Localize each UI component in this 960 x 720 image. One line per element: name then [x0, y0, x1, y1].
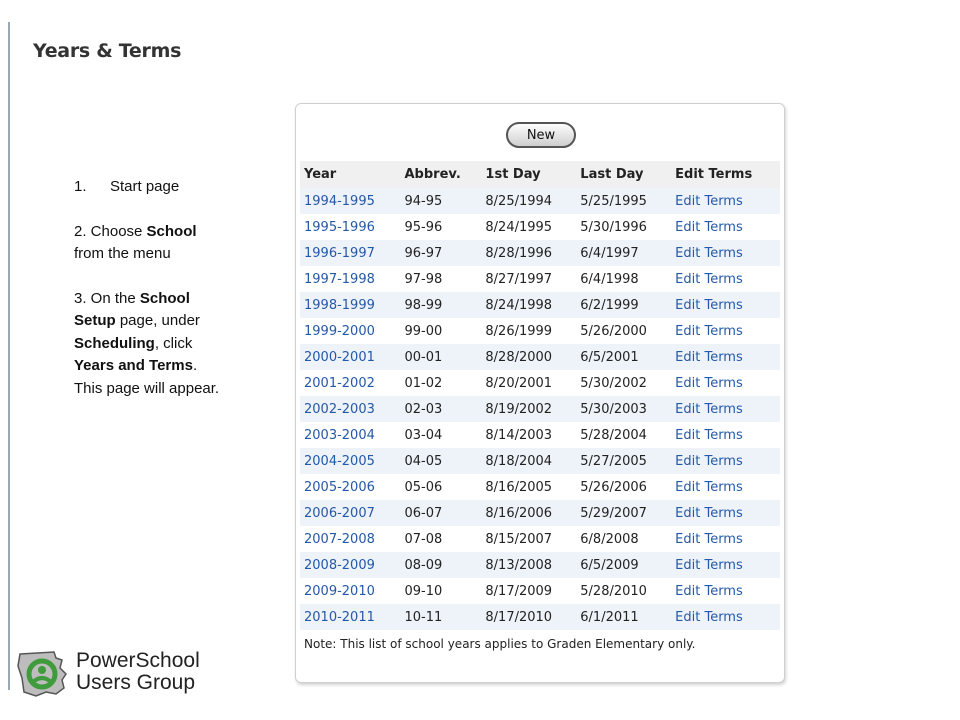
year-link[interactable]: 2003-2004	[300, 422, 401, 448]
first-day-cell: 8/19/2002	[481, 396, 576, 422]
first-day-cell: 8/16/2005	[481, 474, 576, 500]
table-body	[300, 188, 780, 630]
edit-terms-link[interactable]: Edit Terms	[671, 370, 780, 396]
table-row	[300, 500, 780, 526]
header-last-day: Last Day	[576, 161, 671, 188]
years-terms-panel	[295, 103, 785, 683]
year-link[interactable]: 2005-2006	[300, 474, 401, 500]
last-day-cell: 5/28/2004	[576, 422, 671, 448]
first-day-cell: 8/28/1996	[481, 240, 576, 266]
abbrev-cell: 97-98	[401, 266, 482, 292]
last-day-cell: 6/5/2001	[576, 344, 671, 370]
year-link[interactable]: 1994-1995	[300, 188, 401, 214]
new-button[interactable]: New	[506, 122, 576, 148]
table-row	[300, 578, 780, 604]
edit-terms-link[interactable]: Edit Terms	[671, 318, 780, 344]
edit-terms-link[interactable]: Edit Terms	[671, 344, 780, 370]
last-day-cell: 5/27/2005	[576, 448, 671, 474]
edit-terms-link[interactable]: Edit Terms	[671, 188, 780, 214]
abbrev-cell: 00-01	[401, 344, 482, 370]
first-day-cell: 8/15/2007	[481, 526, 576, 552]
table-row	[300, 474, 780, 500]
table-row	[300, 292, 780, 318]
first-day-cell: 8/25/1994	[481, 188, 576, 214]
last-day-cell: 6/5/2009	[576, 552, 671, 578]
logo-text	[76, 650, 200, 694]
last-day-cell: 5/30/2002	[576, 370, 671, 396]
step-2-post: from the menu	[74, 245, 171, 262]
table-row	[300, 188, 780, 214]
year-link[interactable]: 2004-2005	[300, 448, 401, 474]
table-row	[300, 422, 780, 448]
instructions	[74, 176, 224, 422]
first-day-cell: 8/14/2003	[481, 422, 576, 448]
abbrev-cell: 03-04	[401, 422, 482, 448]
instruction-step-2	[74, 221, 224, 266]
step-2-bold: School	[146, 222, 197, 240]
first-day-cell: 8/20/2001	[481, 370, 576, 396]
table-row	[300, 552, 780, 578]
years-table	[300, 161, 780, 630]
year-link[interactable]: 1998-1999	[300, 292, 401, 318]
year-link[interactable]: 1996-1997	[300, 240, 401, 266]
first-day-cell: 8/16/2006	[481, 500, 576, 526]
year-link[interactable]: 1999-2000	[300, 318, 401, 344]
left-divider	[8, 22, 10, 690]
header-year: Year	[300, 161, 401, 188]
first-day-cell: 8/17/2010	[481, 604, 576, 630]
last-day-cell: 6/4/1997	[576, 240, 671, 266]
edit-terms-link[interactable]: Edit Terms	[671, 214, 780, 240]
step-1-number: 1.	[74, 178, 87, 195]
edit-terms-link[interactable]: Edit Terms	[671, 526, 780, 552]
step-2-pre: 2. Choose	[74, 222, 147, 240]
first-day-cell: 8/28/2000	[481, 344, 576, 370]
table-row	[300, 526, 780, 552]
step-3-post: . This page will appear.	[74, 357, 220, 397]
table-row	[300, 318, 780, 344]
table-note: Note: This list of school years applies to Graden Elementary only.	[304, 637, 696, 651]
table-row	[300, 266, 780, 292]
edit-terms-link[interactable]: Edit Terms	[671, 240, 780, 266]
year-link[interactable]: 2001-2002	[300, 370, 401, 396]
edit-terms-link[interactable]: Edit Terms	[671, 396, 780, 422]
edit-terms-link[interactable]: Edit Terms	[671, 448, 780, 474]
edit-terms-link[interactable]: Edit Terms	[671, 292, 780, 318]
header-first-day: 1st Day	[481, 161, 576, 188]
header-edit-terms: Edit Terms	[671, 161, 780, 188]
step-3-bold-school-setup: School Setup	[74, 289, 190, 329]
last-day-cell: 6/1/2011	[576, 604, 671, 630]
table-row	[300, 344, 780, 370]
table-row	[300, 604, 780, 630]
abbrev-cell: 06-07	[401, 500, 482, 526]
instruction-step-3	[74, 288, 224, 401]
abbrev-cell: 09-10	[401, 578, 482, 604]
year-link[interactable]: 2002-2003	[300, 396, 401, 422]
table-row	[300, 214, 780, 240]
table-row	[300, 448, 780, 474]
last-day-cell: 5/26/2006	[576, 474, 671, 500]
step-1-text: Start page	[110, 178, 180, 195]
edit-terms-link[interactable]: Edit Terms	[671, 266, 780, 292]
last-day-cell: 5/28/2010	[576, 578, 671, 604]
abbrev-cell: 94-95	[401, 188, 482, 214]
edit-terms-link[interactable]: Edit Terms	[671, 604, 780, 630]
table-row	[300, 240, 780, 266]
instruction-step-1	[74, 176, 224, 199]
first-day-cell: 8/13/2008	[481, 552, 576, 578]
abbrev-cell: 05-06	[401, 474, 482, 500]
first-day-cell: 8/24/1995	[481, 214, 576, 240]
year-link[interactable]: 2010-2011	[300, 604, 401, 630]
step-3-bold-scheduling: Scheduling	[74, 334, 155, 352]
edit-terms-link[interactable]: Edit Terms	[671, 422, 780, 448]
year-link[interactable]: 2009-2010	[300, 578, 401, 604]
year-link[interactable]: 2006-2007	[300, 500, 401, 526]
year-link[interactable]: 2008-2009	[300, 552, 401, 578]
logo-emblem-icon	[16, 648, 72, 700]
last-day-cell: 5/30/2003	[576, 396, 671, 422]
year-link[interactable]: 1997-1998	[300, 266, 401, 292]
edit-terms-link[interactable]: Edit Terms	[671, 578, 780, 604]
table-row	[300, 370, 780, 396]
first-day-cell: 8/17/2009	[481, 578, 576, 604]
abbrev-cell: 10-11	[401, 604, 482, 630]
year-link[interactable]: 2000-2001	[300, 344, 401, 370]
page-title: Years & Terms	[33, 40, 182, 62]
step-3-bold-years-terms: Years and Terms	[74, 357, 193, 374]
last-day-cell: 5/29/2007	[576, 500, 671, 526]
edit-terms-link[interactable]: Edit Terms	[671, 474, 780, 500]
last-day-cell: 6/2/1999	[576, 292, 671, 318]
last-day-cell: 6/8/2008	[576, 526, 671, 552]
last-day-cell: 5/30/1996	[576, 214, 671, 240]
abbrev-cell: 08-09	[401, 552, 482, 578]
edit-terms-link[interactable]: Edit Terms	[671, 552, 780, 578]
abbrev-cell: 96-97	[401, 240, 482, 266]
edit-terms-link[interactable]: Edit Terms	[671, 500, 780, 526]
first-day-cell: 8/27/1997	[481, 266, 576, 292]
abbrev-cell: 98-99	[401, 292, 482, 318]
abbrev-cell: 04-05	[401, 448, 482, 474]
first-day-cell: 8/18/2004	[481, 448, 576, 474]
table-header-row	[300, 161, 780, 188]
abbrev-cell: 01-02	[401, 370, 482, 396]
last-day-cell: 5/25/1995	[576, 188, 671, 214]
table-row	[300, 396, 780, 422]
logo-line-1: PowerSchool	[76, 649, 200, 672]
first-day-cell: 8/26/1999	[481, 318, 576, 344]
year-link[interactable]: 1995-1996	[300, 214, 401, 240]
last-day-cell: 6/4/1998	[576, 266, 671, 292]
powerschool-logo	[16, 648, 216, 700]
step-3-mid-1: page, under	[115, 312, 200, 329]
step-3-mid-2: , click	[154, 334, 193, 352]
abbrev-cell: 02-03	[401, 396, 482, 422]
logo-line-2: Users Group	[76, 671, 196, 694]
abbrev-cell: 07-08	[401, 526, 482, 552]
last-day-cell: 5/26/2000	[576, 318, 671, 344]
abbrev-cell: 95-96	[401, 214, 482, 240]
year-link[interactable]: 2007-2008	[300, 526, 401, 552]
step-3-pre: 3. On the	[74, 289, 140, 307]
abbrev-cell: 99-00	[401, 318, 482, 344]
first-day-cell: 8/24/1998	[481, 292, 576, 318]
header-abbrev: Abbrev.	[401, 161, 482, 188]
